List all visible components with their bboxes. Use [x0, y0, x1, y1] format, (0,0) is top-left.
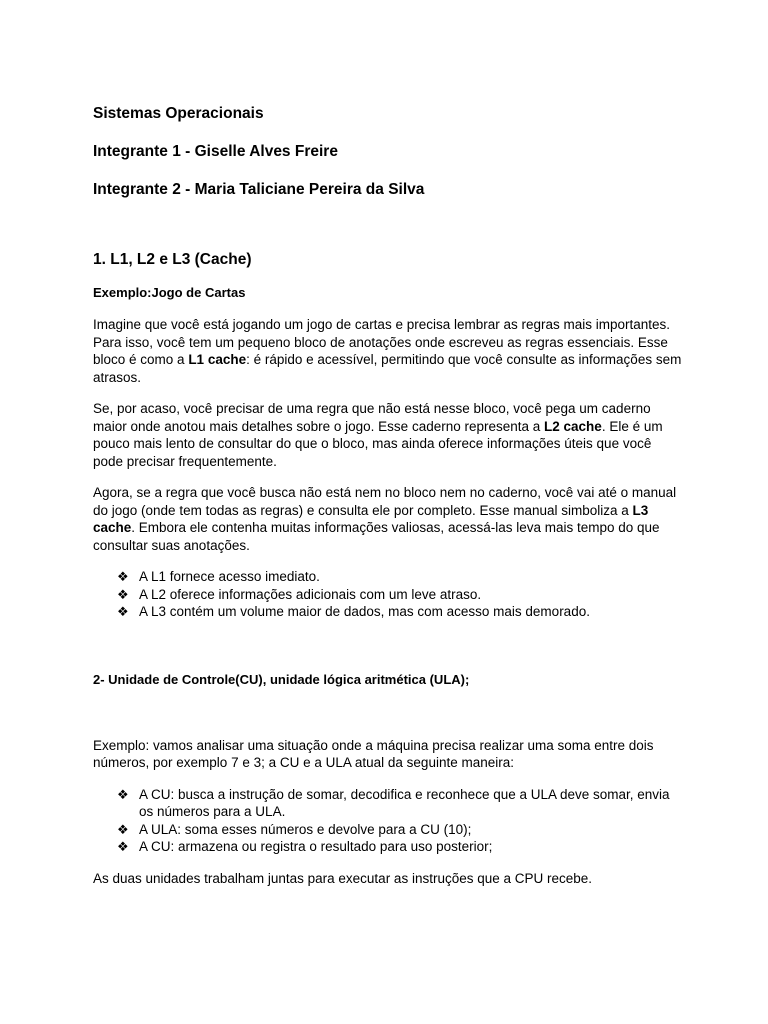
document-content: [93, 100, 683, 887]
list-item: [117, 838, 683, 856]
text-run: : é rápido e acessível, permitindo que você consulte as informações sem atrasos.: [93, 352, 682, 385]
list-item-text: A L3 contém um volume maior de dados, mas com acesso mais demorado.: [139, 604, 590, 619]
bold-term-l2: L2 cache: [544, 418, 602, 434]
text-run: . Embora ele contenha muitas informações valiosas, acessá-las leva mais tempo do que consultar suas anotações.: [93, 520, 660, 553]
list-item-text: A CU: busca a instrução de somar, decodifica e reconhece que a ULA deve somar, envia os números para a ULA.: [139, 786, 670, 819]
bold-term-l1: L1 cache: [188, 352, 247, 367]
list-item: [117, 586, 683, 604]
section-1-paragraph-2: [93, 400, 683, 470]
section-2-paragraph-1: Exemplo: vamos analisar uma situação onde a máquina precisa realizar uma soma entre dois números, por exemplo 7 e 3; a CU e a ULA atual da seguinte maneira:: [93, 737, 654, 770]
section-2-bullet-list: [93, 786, 683, 856]
text-run: Agora, se a regra que você busca não está nem no bloco nem no caderno, você vai até o manual do jogo (onde tem todas as regras) e consulta ele por completo. Esse manual simboliza a: [93, 485, 677, 518]
list-item-text: A L1 fornece acesso imediato.: [139, 569, 320, 584]
diamond-bullet-icon: ❖: [117, 604, 129, 619]
member-1: Integrante 1 - Giselle Alves Freire: [93, 143, 338, 160]
course-title: Sistemas Operacionais: [93, 105, 264, 122]
text-run: . Ele é um pouco mais lento de consultar do que o bloco, mas ainda oferece informações úteis que você pode precisar frequentemente.: [93, 418, 663, 469]
text-run: Se, por acaso, você precisar de uma regra que não está nesse bloco, você pega um caderno maior onde anotou mais detalhes sobre o jogo. Esse caderno representa a: [93, 401, 651, 434]
diamond-bullet-icon: ❖: [117, 786, 129, 802]
list-item: [117, 786, 683, 821]
list-item: [117, 603, 683, 621]
section-1-subtitle: Exemplo:Jogo de Cartas: [93, 285, 246, 300]
section-2-paragraph-2: As duas unidades trabalham juntas para executar as instruções que a CPU recebe.: [93, 870, 593, 886]
diamond-bullet-icon: ❖: [117, 839, 129, 854]
section-2-title: 2- Unidade de Controle(CU), unidade lógica aritmética (ULA);: [93, 671, 470, 687]
member-2: Integrante 2 - Maria Taliciane Pereira da Silva: [93, 181, 425, 198]
list-item-text: A ULA: soma esses números e devolve para a CU (10);: [139, 821, 472, 837]
diamond-bullet-icon: ❖: [117, 821, 129, 837]
list-item-text: A L2 oferece informações adicionais com um leve atraso.: [139, 586, 482, 602]
text-run: Imagine que você está jogando um jogo de cartas e precisa lembrar as regras mais importantes. Para isso, você tem um pequeno bloco de anotações onde escreveu as regras essenciais. Esse bloco é como a: [93, 317, 671, 367]
list-item: [117, 568, 683, 586]
section-1-bullet-list: [93, 568, 683, 621]
list-item-text: A CU: armazena ou registra o resultado para uso posterior;: [139, 839, 493, 854]
bold-term-l3: L3 cache: [93, 502, 649, 535]
diamond-bullet-icon: ❖: [117, 586, 129, 602]
section-1-paragraph-3: [93, 484, 683, 554]
diamond-bullet-icon: ❖: [117, 569, 129, 584]
section-1-title: 1. L1, L2 e L3 (Cache): [93, 251, 252, 268]
list-item: [117, 821, 683, 839]
section-1-paragraph-1: [93, 316, 683, 386]
